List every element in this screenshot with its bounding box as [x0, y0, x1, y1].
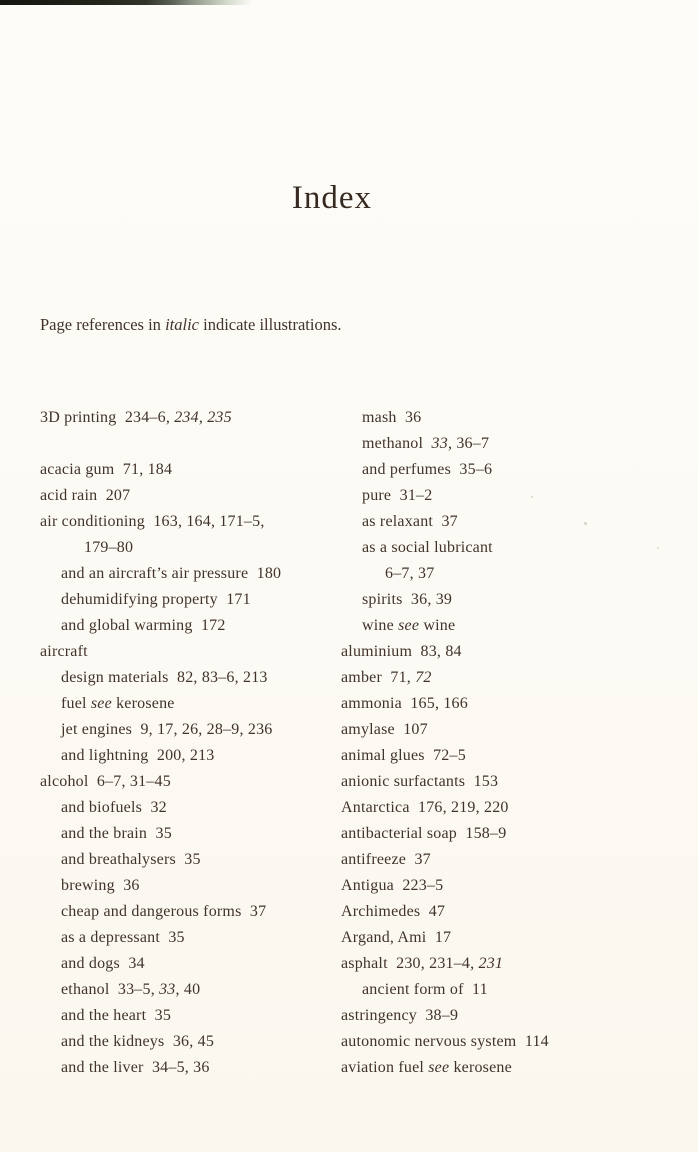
index-entry: amylase 107 [341, 721, 428, 738]
page-title: Index [291, 180, 373, 216]
index-entry: and lightning 200, 213 [61, 747, 215, 764]
index-entry: ancient form of 11 [362, 981, 488, 998]
index-entry: ethanol 33–5, 33, 40 [61, 981, 201, 998]
index-entry: dehumidifying property 171 [61, 591, 251, 608]
index-entry: 6–7, 37 [385, 565, 435, 582]
blank-line [40, 431, 340, 457]
index-entry: fuel see kerosene [61, 695, 175, 712]
index-entry: and dogs 34 [61, 955, 145, 972]
index-column-left [40, 405, 340, 1081]
italic-note: Page references in italic indicate illustrations. [40, 315, 342, 334]
index-entry: asphalt 230, 231–4, 231 [341, 955, 504, 972]
index-entry: Antarctica 176, 219, 220 [341, 799, 509, 816]
index-entry: 179–80 [84, 539, 134, 556]
index-entry: acid rain 207 [40, 487, 131, 504]
index-entry: amber 71, 72 [341, 669, 432, 686]
index-entry: and global warming 172 [61, 617, 226, 634]
index-entry: and breathalysers 35 [61, 851, 201, 868]
paper-speck [584, 522, 587, 525]
index-entry: Antigua 223–5 [341, 877, 444, 894]
index-entry: jet engines 9, 17, 26, 28–9, 236 [61, 721, 273, 738]
index-entry: autonomic nervous system 114 [341, 1033, 549, 1050]
index-entry: design materials 82, 83–6, 213 [61, 669, 268, 686]
index-entry: brewing 36 [61, 877, 140, 894]
index-entry: aluminium 83, 84 [341, 643, 462, 660]
index-entry: and an aircraft’s air pressure 180 [61, 565, 282, 582]
index-entry: as relaxant 37 [362, 513, 458, 530]
index-entry: Archimedes 47 [341, 903, 446, 920]
index-entry: mash 36 [362, 409, 422, 426]
index-entry: alcohol 6–7, 31–45 [40, 773, 171, 790]
index-entry: and perfumes 35–6 [362, 461, 493, 478]
index-entry: air conditioning 163, 164, 171–5, [40, 513, 265, 530]
index-entry: antibacterial soap 158–9 [341, 825, 507, 842]
index-entry: and the heart 35 [61, 1007, 172, 1024]
index-entry: and biofuels 32 [61, 799, 167, 816]
index-entry: and the liver 34–5, 36 [61, 1059, 210, 1076]
index-entry: ammonia 165, 166 [341, 695, 468, 712]
index-entry: spirits 36, 39 [362, 591, 453, 608]
index-entry: Argand, Ami 17 [341, 929, 452, 946]
index-entry: and the brain 35 [61, 825, 172, 842]
index-column-right [341, 405, 681, 1081]
index-entry: aircraft [40, 643, 88, 660]
index-entry: methanol 33, 36–7 [362, 435, 490, 452]
index-entry: astringency 38–9 [341, 1007, 459, 1024]
index-entry: and the kidneys 36, 45 [61, 1033, 215, 1050]
index-entry: as a depressant 35 [61, 929, 185, 946]
index-entry: 3D printing 234–6, 234, 235 [40, 409, 232, 426]
index-entry: as a social lubricant [362, 539, 493, 556]
scan-artifact-strip [0, 0, 252, 5]
index-entry: pure 31–2 [362, 487, 433, 504]
index-entry: cheap and dangerous forms 37 [61, 903, 267, 920]
index-entry: antifreeze 37 [341, 851, 431, 868]
index-entry: animal glues 72–5 [341, 747, 466, 764]
index-entry: aviation fuel see kerosene [341, 1059, 512, 1076]
paper-speck [531, 496, 533, 498]
index-entry: acacia gum 71, 184 [40, 461, 173, 478]
index-entry: wine see wine [362, 617, 456, 634]
index-entry: anionic surfactants 153 [341, 773, 499, 790]
paper-speck [657, 547, 659, 549]
